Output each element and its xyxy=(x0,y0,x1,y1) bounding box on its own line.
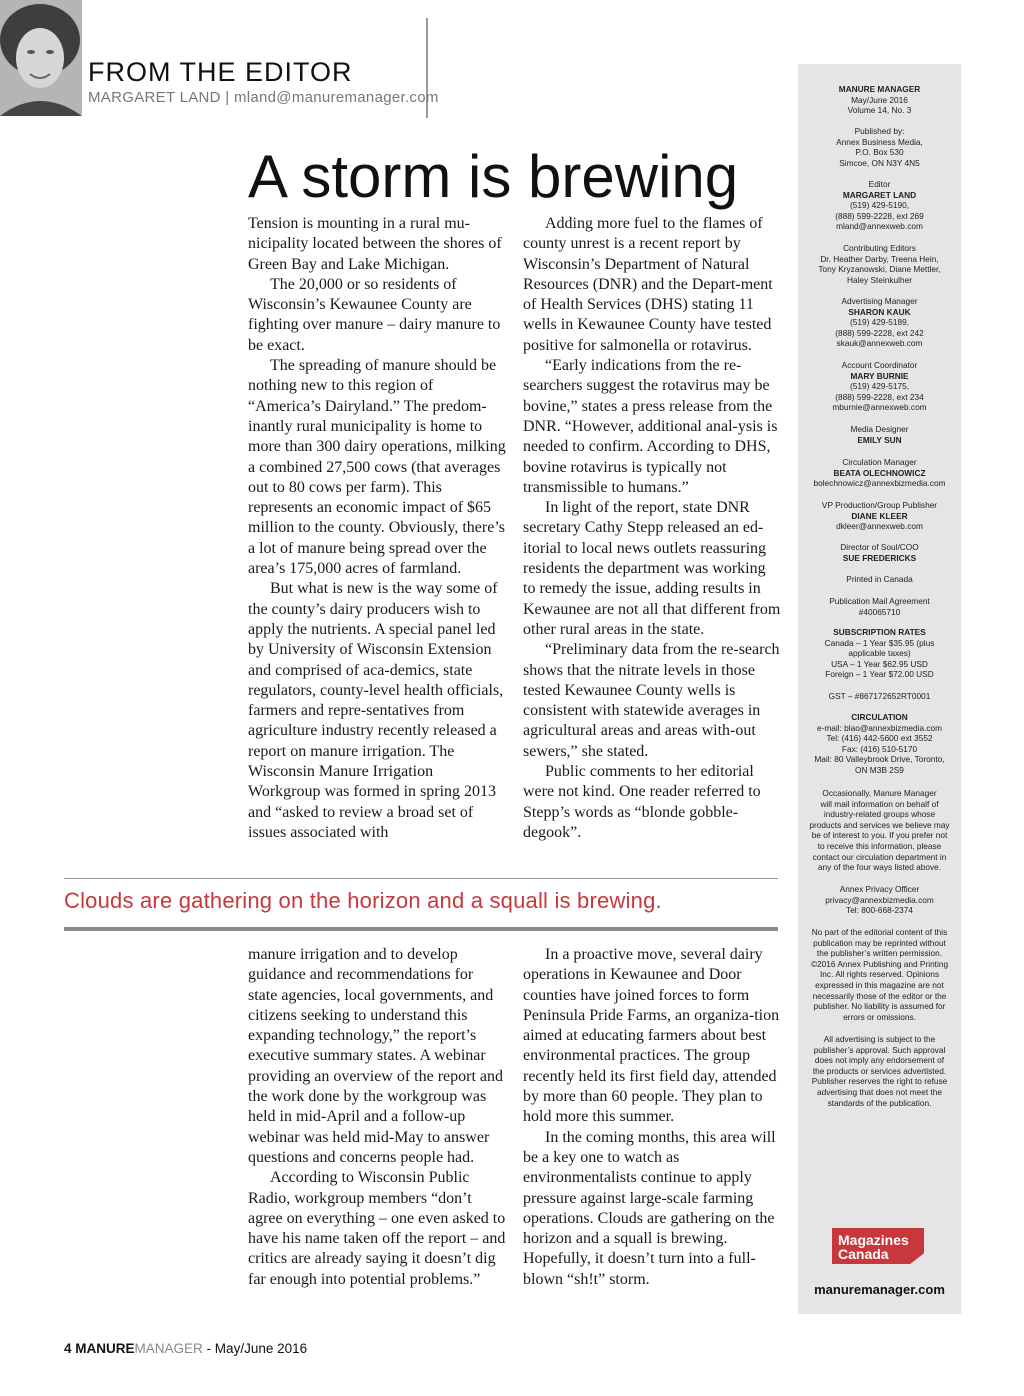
editor-portrait xyxy=(0,0,82,116)
masthead-notice-block: Occasionally, Manure Manager will mail information on behalf of industry-related groups whose products and services we believe may be of interest to you. If you prefer not to receive this information, please contact our circulation department in any of the four ways listed above. xyxy=(809,788,950,873)
paragraph: In light of the report, state DNR secretary Cathy Stepp released an ed-itorial to local news outlets reassuring residents the department was working to remedy the issue, adding results in Kewaunee are not all that different from other rural areas in the state. xyxy=(523,499,781,638)
masthead-editor-block: Editor MARGARET LAND (519) 429-5190, (888) 599-2228, ext 269 mland@annexweb.com xyxy=(835,179,924,232)
masthead-issue-block: MANURE MANAGER May/June 2016 Volume 14, No. 3 xyxy=(838,84,921,116)
paragraph: In a proactive move, several dairy operations in Kewaunee and Door counties have joined forces to form Peninsula Pride Farms, an organiza-tion aimed at educating farmers about best environmental practices. The group recently held its first field day, attended by more than 60 people. They plan to hold more this summer. xyxy=(523,946,780,1126)
website-link[interactable]: manuremanager.com xyxy=(814,1282,945,1297)
masthead-mail-agreement: Publication Mail Agreement #40065710 xyxy=(829,596,930,617)
masthead-subscription-block: SUBSCRIPTION RATES Canada – 1 Year $35.95 (plus applicable taxes) USA – 1 Year $62.95 USD Foreign – 1 Year $72.00 USD xyxy=(824,627,935,680)
logo-text-line1: Magazines xyxy=(838,1232,909,1248)
article-headline: A storm is brewing xyxy=(248,143,739,210)
footer-brand-light: MANAGER xyxy=(134,1341,203,1356)
paragraph: Tension is mounting in a rural mu-nicipality located between the shores of Green Bay and Lake Michigan. xyxy=(248,215,502,273)
masthead-circulation-manager-block: Circulation Manager BEATA OLECHNOWICZ bolechnowicz@annexbizmedia.com xyxy=(813,457,946,489)
paragraph: “Preliminary data from the re-search shows that the nitrate levels in those tested Kewaunee County wells is consistent with statewide averages in agricultural areas and areas with-out sewers,” she stated. xyxy=(523,641,780,760)
masthead-printed: Printed in Canada xyxy=(846,574,913,584)
paragraph: “Early indications from the re-searchers suggest the rotavirus may be bovine,” states a press release from the DNR. “However, additional anal-ysis is needed to confirm. According to DHS, bovine rotavirus is typically not transmissible to humans.” xyxy=(523,357,778,496)
section-title: FROM THE EDITOR xyxy=(88,57,353,87)
article-column-1-top xyxy=(248,214,506,843)
masthead-circulation-block: CIRCULATION e-mail: blao@annexbizmedia.com Tel: (416) 442-5600 ext 3552 Fax: (416) 510-5170 Mail: 80 Valleybrook Drive, Toronto, ON M3B 2S9 xyxy=(814,712,945,775)
masthead-vp-block: VP Production/Group Publisher DIANE KLEER dkleer@annexweb.com xyxy=(821,500,938,532)
paragraph: Public comments to her editorial were not kind. One reader referred to Stepp’s words as “blonde gobble-degook”. xyxy=(523,763,761,841)
paragraph: manure irrigation and to develop guidance and recommendations for state agencies, local governments, and citizens seeking to understand this expanding technology,” the report’s executive summary states. A webinar providing an overview of the report and the work done by the workgroup was held in mid-April and a follow-up webinar was held mid-May to answer questions and concerns people had. xyxy=(248,946,504,1166)
masthead-ad-policy-block: All advertising is subject to the publisher’s approval. Such approval does not imply any endorsement of the products or services advertisted. Publisher reserves the right to refuse advertising that does not meet the standards of the publication. xyxy=(811,1034,948,1108)
article-column-1-bottom xyxy=(248,945,506,1290)
paragraph: But what is new is the way some of the county’s dairy producers wish to apply the nutrients. A special panel led by University of Wisconsin Extension and comprised of aca-demics, state regulators, county-level health officials, farmers and repre-sentatives from agriculture industry recently released a report on manure irrigation. The Wisconsin Manure Irrigation Workgroup was formed in spring 2013 and “asked to review a broad set of issues associated with xyxy=(248,580,504,841)
masthead-advertising-block: Advertising Manager SHARON KAUK (519) 429-5189, (888) 599-2228, ext 242 skauk@annexweb.com xyxy=(835,296,924,349)
masthead-gst: GST – #867172652RT0001 xyxy=(828,691,931,701)
editor-portrait-image xyxy=(0,0,82,116)
footer-issue: - May/June 2016 xyxy=(206,1341,308,1356)
masthead-publisher-block: Published by: Annex Business Media, P.O. Box 530 Simcoe, ON N3Y 4N5 xyxy=(836,126,923,168)
paragraph: In the coming months, this area will be a key one to watch as environmentalists continue to apply pressure against large-scale farming operations. Clouds are gathering on the horizon and a squall is brewing. Hopefully, it doesn’t turn into a full-blown “sh!t” storm. xyxy=(523,1128,776,1288)
masthead-coo-block: Director of Soul/COO SUE FREDERICKS xyxy=(840,542,919,563)
paragraph: According to Wisconsin Public Radio, workgroup members “don’t agree on everything – one even asked to have his name taken off the report – and critics are already saying it doesn’t dig far enough into potential problems.” xyxy=(248,1169,506,1288)
masthead-privacy-block: Annex Privacy Officer privacy@annexbizmedia.com Tel: 800-668-2374 xyxy=(825,884,934,916)
paragraph: Adding more fuel to the flames of county unrest is a recent report by Wisconsin’s Department of Natural Resources (DNR) and the Depart-ment of Health Services (DHS) stating 11 wells in Kewaunee County have tested positive for salmonella or rotavirus. xyxy=(523,215,773,354)
editor-byline: MARGARET LAND | mland@manuremanager.com xyxy=(88,89,439,106)
masthead-designer-block: Media Designer EMILY SUN xyxy=(850,424,909,445)
page-footer xyxy=(64,1341,307,1356)
masthead-sidebar xyxy=(798,64,961,1314)
masthead-contributors-block: Contributing Editors Dr. Heather Darby, Treena Hein, Tony Kryzanowski, Diane Mettler, Haley Steinkulher xyxy=(818,243,941,285)
paragraph: The 20,000 or so residents of Wisconsin’s Kewaunee County are fighting over manure – dairy manure to be exact. xyxy=(248,275,501,354)
masthead-account-block: Account Coordinator MARY BURNIE (519) 429-5175, (888) 599-2228, ext 234 mburnie@annexweb.com xyxy=(832,360,927,413)
magazines-canada-logo xyxy=(832,1228,924,1264)
page-number: 4 xyxy=(64,1341,72,1356)
logo-text-line2: Canada xyxy=(838,1246,889,1262)
article-column-2-top xyxy=(523,214,781,843)
pull-quote-bottom-rule xyxy=(64,927,778,931)
article-column-2-bottom xyxy=(523,945,781,1290)
footer-brand-bold: MANURE xyxy=(75,1341,135,1356)
masthead-copyright-block: No part of the editorial content of this publication may be reprinted without the publisher’s written permission. ©2016 Annex Publishing and Printing Inc. All rights reserved. Opinions expressed in this magazine are not necessarily those of the editor or the publisher. No liability is assumed for errors or omissions. xyxy=(810,927,949,1022)
paragraph: The spreading of manure should be nothing new to this region of “America’s Dairyland.” The predom-inantly rural municipality is home to more than 300 dairy operations, milking a combined 27,500 cows (that averages out to 80 cows per farm). This represents an economic impact of $65 million to the county. Obviously, there’s a lot of manure being spread over the area’s 175,000 acres of farmland. xyxy=(248,357,506,578)
pull-quote-top-rule xyxy=(64,878,778,879)
pull-quote: Clouds are gathering on the horizon and a squall is brewing. xyxy=(64,888,662,913)
